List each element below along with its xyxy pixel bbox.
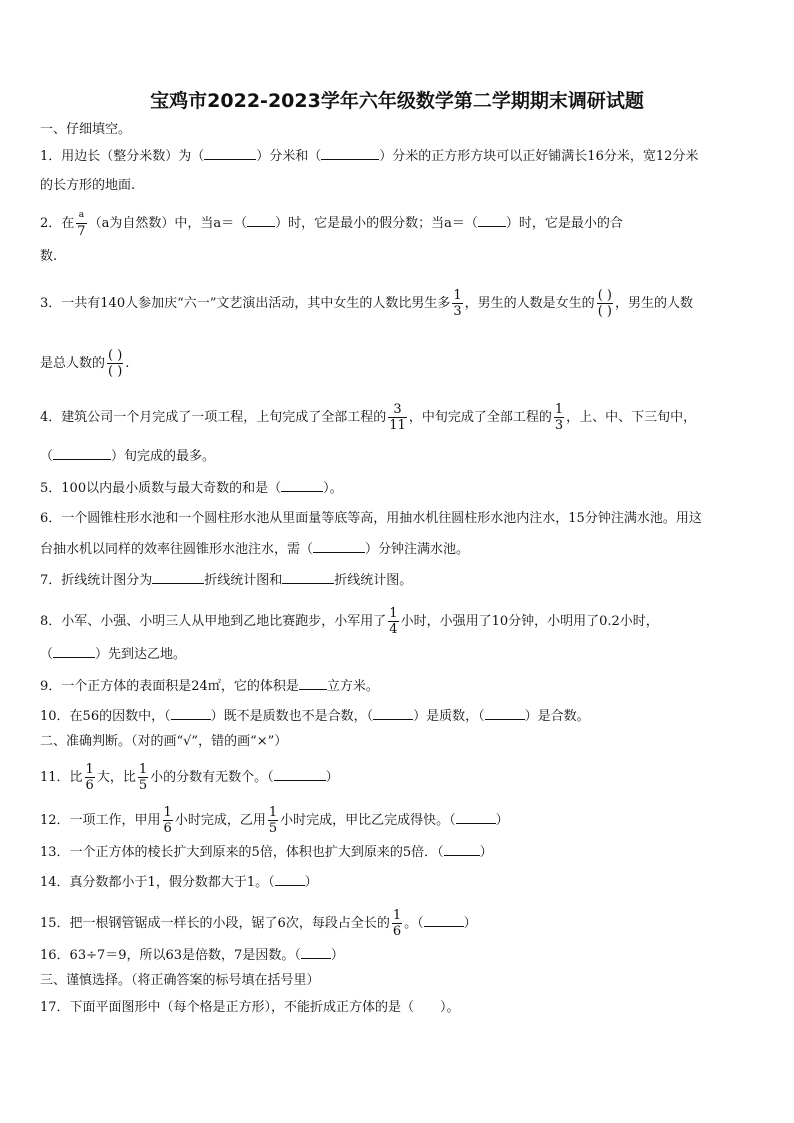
answer-blank[interactable]	[299, 677, 327, 690]
question-8-line-2: （ ）先到达乙地。	[40, 647, 187, 662]
fraction-one-quarter: $\frac{1}{4}$	[389, 606, 398, 637]
question-17: 17．下面平面图形中（每个格是正方形），不能折成正方体的是（ ）。	[40, 1000, 460, 1015]
answer-blank[interactable]	[53, 645, 95, 658]
question-5: 5．100以内最小质数与最大奇数的和是（ ）。	[40, 481, 343, 496]
answer-blank[interactable]	[171, 707, 211, 720]
page-title: 宝鸡市2022-2023学年六年级数学第二学期期末调研试题	[150, 90, 644, 112]
question-2-line-1: 2．在 $\frac{a}{7}$ （a为自然数）中，当a＝（ ）时，它是最小的假分数；当a＝（ ）时，它是最小的合	[40, 210, 623, 239]
answer-blank[interactable]	[444, 843, 480, 856]
fraction-one-sixth: $\frac{1}{6}$	[85, 762, 94, 793]
answer-blank[interactable]	[274, 768, 326, 781]
answer-blank[interactable]	[247, 214, 275, 227]
answer-blank[interactable]	[152, 571, 204, 584]
question-15: 15．把一根钢管锯成一样长的小段，锯了6次，每段占全长的 $\frac{1}{6}$ 。（ ）	[40, 908, 477, 939]
fraction-one-third: $\frac{1}{3}$	[554, 402, 564, 433]
answer-blank[interactable]	[53, 447, 111, 460]
question-14: 14．真分数都小于1，假分数都大于1。（ ）	[40, 875, 318, 890]
blank-fraction[interactable]: $\frac{( )}{( )}$	[597, 288, 612, 319]
question-1-line-2: 的长方形的地面.	[40, 178, 136, 193]
fraction-one-sixth: $\frac{1}{6}$	[392, 908, 402, 939]
question-11: 11．比 $\frac{1}{6}$ 大，比 $\frac{1}{5}$ 小的分数有无数个。（ ）	[40, 762, 339, 793]
question-6-line-1: 6．一个圆锥柱形水池和一个圆柱形水池从里面量等底等高，用抽水机往圆柱形水池内注水，15分钟注满水池。用这	[40, 511, 702, 526]
answer-blank[interactable]	[313, 540, 365, 553]
question-1-line-1: 1．用边长（整分米数）为（ ）分米和（ ）分米的正方形方块可以正好铺满长16分米，宽12分米	[40, 149, 699, 164]
section-3-heading: 三、谨慎选择。（将正确答案的标号填在括号里）	[40, 973, 320, 988]
answer-blank[interactable]	[373, 707, 413, 720]
answer-blank[interactable]	[424, 914, 464, 927]
answer-blank[interactable]	[478, 214, 506, 227]
answer-blank[interactable]	[275, 873, 305, 886]
question-4-line-1: 4．建筑公司一个月完成了一项工程，上旬完成了全部工程的 $\frac{3}{11}$ ，中旬完成了全部工程的 $\frac{1}{3}$ ，上、中、下三旬中，	[40, 402, 697, 433]
question-4-line-2: （ ）旬完成的最多。	[40, 449, 216, 464]
question-6-line-2: 台抽水机以同样的效率往圆锥形水池注水，需（ ）分钟注满水池。	[40, 542, 470, 557]
fraction-one-third: $\frac{1}{3}$	[453, 288, 462, 319]
question-2-line-2: 数.	[40, 249, 58, 264]
answer-blank[interactable]	[204, 147, 256, 160]
question-10: 10．在56的因数中，（ ）既不是质数也不是合数，（ ）是质数，（ ）是合数。	[40, 709, 590, 724]
question-12: 12．一项工作，甲用 $\frac{1}{6}$ 小时完成，乙用 $\frac{1}{5}$ 小时完成，甲比乙完成得快。（ ）	[40, 805, 509, 836]
question-16: 16．63÷7＝9，所以63是倍数，7是因数。（ ）	[40, 948, 344, 963]
question-9: 9．一个正方体的表面积是24㎡，它的体积是 立方米。	[40, 679, 379, 694]
section-2-heading: 二、准确判断。（对的画“√”，错的画“×”）	[40, 734, 288, 749]
answer-blank[interactable]	[282, 571, 334, 584]
answer-blank[interactable]	[456, 811, 496, 824]
question-7: 7．折线统计图分为 折线统计图和 折线统计图。	[40, 573, 413, 588]
question-8-line-1: 8．小军、小强、小明三人从甲地到乙地比赛跑步，小军用了 $\frac{1}{4}$ 小时，小强用了10分钟，小明用了0.2小时，	[40, 606, 659, 637]
fraction-a-over-7: $\frac{a}{7}$	[77, 210, 86, 239]
fraction-one-fifth: $\frac{1}{5}$	[138, 762, 148, 793]
blank-fraction[interactable]: $\frac{( )}{( )}$	[108, 348, 123, 379]
section-1-heading: 一、仔细填空。	[40, 122, 132, 137]
answer-blank[interactable]	[485, 707, 525, 720]
question-3-line-2: 是总人数的 $\frac{( )}{( )}$ .	[40, 348, 130, 379]
answer-blank[interactable]	[321, 147, 379, 160]
fraction-three-elevenths: $\frac{3}{11}$	[389, 402, 406, 433]
question-3-line-1: 3．一共有140人参加庆“六一”文艺演出活动，其中女生的人数比男生多 $\frac{1}{3}$ ，男生的人数是女生的 $\frac{( )}{( )}$ ，男生的人数	[40, 288, 693, 319]
answer-blank[interactable]	[281, 479, 323, 492]
question-13: 13．一个正方体的棱长扩大到原来的5倍，体积也扩大到原来的5倍．（ ）	[40, 845, 493, 860]
fraction-one-sixth: $\frac{1}{6}$	[163, 805, 172, 836]
answer-blank[interactable]	[301, 946, 331, 959]
fraction-one-fifth: $\frac{1}{5}$	[268, 805, 278, 836]
